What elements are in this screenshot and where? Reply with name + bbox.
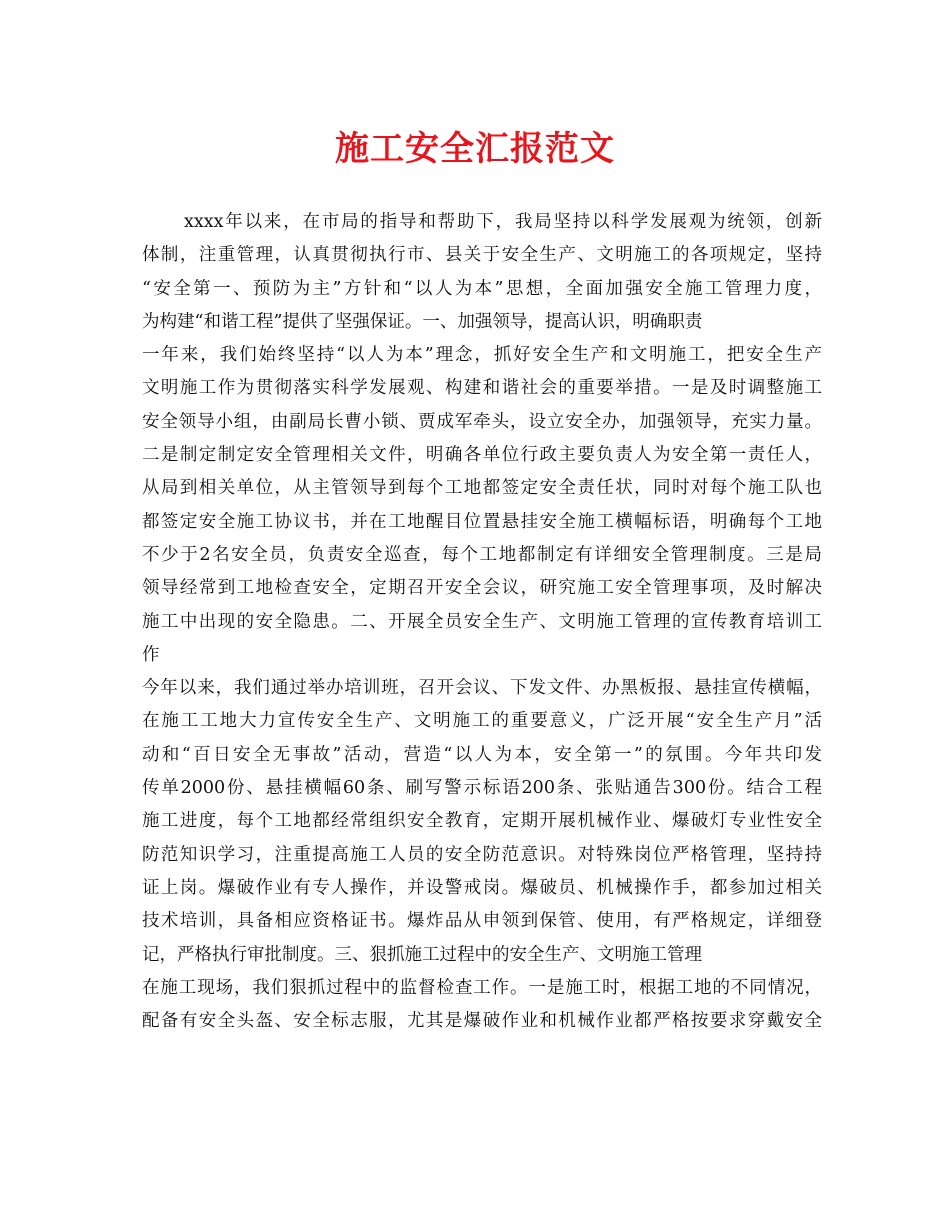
body-line: 今年以来，我们通过举办培训班，召开会议、下发文件、办黑板报、悬挂宣传横幅， (142, 678, 822, 699)
body-line: 二是制定制定安全管理相关文件，明确各单位行政主要负责人为安全第一责任人， (142, 445, 822, 466)
body-line: 防范知识学习，注重提高施工人员的安全防范意识。对特殊岗位严格管理，坚持持 (142, 844, 822, 865)
body-line: 证上岗。爆破作业有专人操作，并设警戒岗。爆破员、机械操作手，都参加过相关 (142, 877, 822, 898)
body-line: 文明施工作为贯彻落实科学发展观、构建和谐社会的重要举措。一是及时调整施工 (142, 378, 822, 399)
body-line: 领导经常到工地检查安全，定期召开安全会议，研究施工安全管理事项，及时解决 (142, 578, 822, 599)
body-line: 体制，注重管理，认真贯彻执行市、县关于安全生产、文明施工的各项规定，坚持 (142, 245, 822, 266)
body-line: “安全第一、预防为主”方针和“以人为本”思想，全面加强安全施工管理力度， (142, 278, 822, 299)
body-line: 技术培训，具备相应资格证书。爆炸品从申领到保管、使用，有严格规定，详细登 (142, 911, 822, 932)
body-line: 一年来，我们始终坚持“以人为本”理念，抓好安全生产和文明施工，把安全生产 (142, 345, 822, 366)
body-line: 不少于2名安全员，负责安全巡查，每个工地都制定有详细安全管理制度。三是局 (142, 544, 822, 565)
body-line: 施工中出现的安全隐患。二、开展全员安全生产、文明施工管理的宣传教育培训工 (142, 611, 822, 632)
body-line: 记，严格执行审批制度。三、狠抓施工过程中的安全生产、文明施工管理 (142, 944, 702, 965)
body-line: 传单2000份、悬挂横幅60条、刷写警示标语200条、张贴通告300份。结合工程 (142, 778, 822, 799)
body-line: 施工进度，每个工地都经常组织安全教育，定期开展机械作业、爆破灯专业性安全 (142, 811, 822, 832)
body-line: 安全领导小组，由副局长曹小锁、贾成军牵头，设立安全办，加强领导，充实力量。 (142, 411, 822, 432)
body-line: 作 (142, 644, 160, 665)
document-body (142, 206, 822, 1038)
body-line: 从局到相关单位，从主管领导到每个工地都签定安全责任状，同时对每个施工队也 (142, 478, 822, 499)
body-line: 为构建“和谐工程”提供了坚强保证。一、加强领导，提高认识，明确职责 (142, 311, 703, 332)
document-title: 施工安全汇报范文 (335, 129, 615, 169)
body-line: 配备有安全头盔、安全标志服，尤其是爆破作业和机械作业都严格按要求穿戴安全 (142, 1011, 822, 1032)
body-line: 在施工工地大力宣传安全生产、文明施工的重要意义，广泛开展“安全生产月”活 (142, 711, 822, 732)
body-line: xxxx年以来，在市局的指导和帮助下，我局坚持以科学发展观为统领，创新 (184, 212, 822, 232)
body-line: 动和“百日安全无事故”活动，营造“以人为本，安全第一”的氛围。今年共印发 (142, 744, 822, 765)
body-line: 都签定安全施工协议书，并在工地醒目位置悬挂安全施工横幅标语，明确每个工地 (142, 511, 822, 532)
body-line: 在施工现场，我们狠抓过程中的监督检查工作。一是施工时，根据工地的不同情况， (142, 977, 822, 998)
